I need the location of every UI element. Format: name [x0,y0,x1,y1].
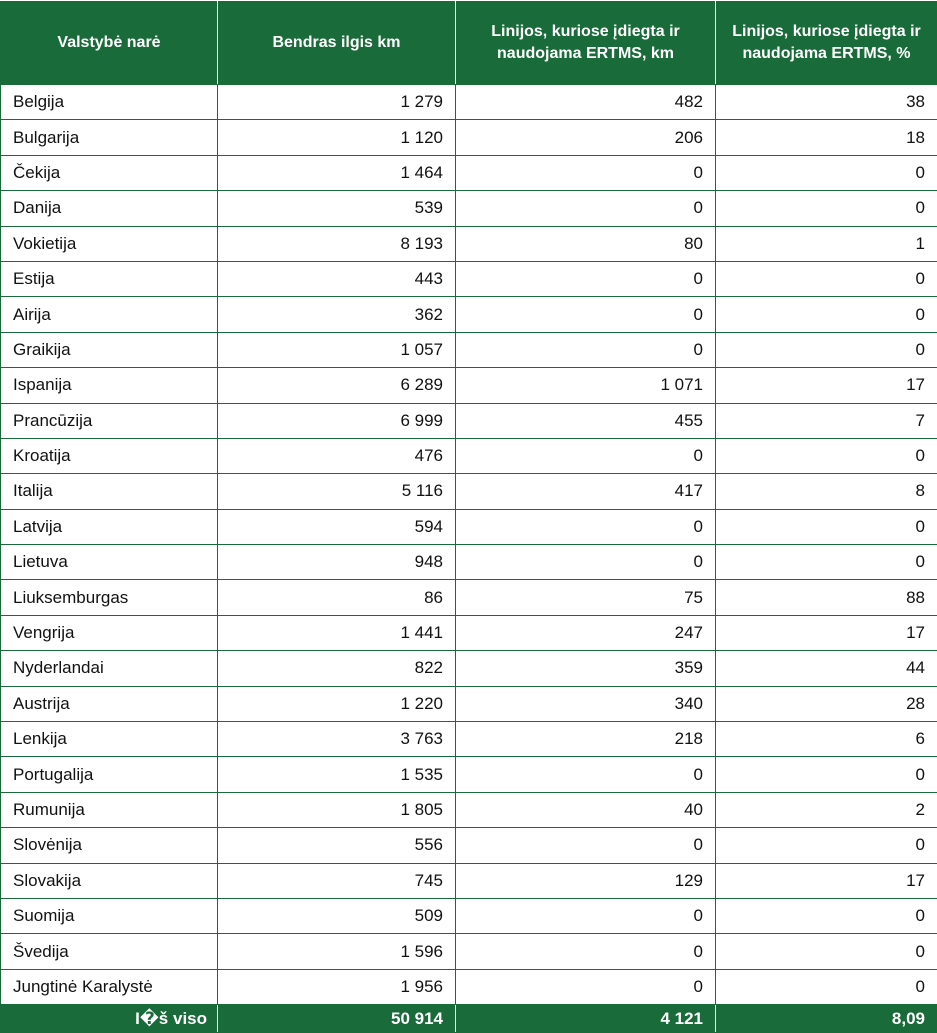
total-length-cell: 86 [218,580,456,615]
country-cell: Latvija [1,509,218,544]
table-row [1,792,937,827]
ertms-percent-cell: 0 [716,898,937,933]
table-row [1,580,937,615]
ertms-percent-cell: 0 [716,545,937,580]
ertms-km-cell: 80 [456,226,716,261]
total-length-cell: 443 [218,261,456,296]
ertms-percent-cell: 44 [716,651,937,686]
table-row [1,863,937,898]
ertms-km-cell: 1 071 [456,368,716,403]
table-row [1,828,937,863]
total-length-cell: 1 120 [218,120,456,155]
ertms-km-cell: 0 [456,509,716,544]
total-length-cell: 5 116 [218,474,456,509]
ertms-percent-cell: 17 [716,863,937,898]
total-length-cell: 362 [218,297,456,332]
table-row [1,474,937,509]
ertms-km-cell: 0 [456,155,716,190]
total-length-cell: 3 763 [218,722,456,757]
table-row [1,898,937,933]
ertms-km-cell: 340 [456,686,716,721]
ertms-km-cell: 0 [456,898,716,933]
ertms-percent-cell: 17 [716,368,937,403]
country-cell: Liuksemburgas [1,580,218,615]
ertms-percent-cell: 0 [716,155,937,190]
country-cell: Ispanija [1,368,218,403]
ertms-km-cell: 455 [456,403,716,438]
total-label: I�š viso [1,1005,218,1033]
country-cell: Danija [1,191,218,226]
total-length-cell: 556 [218,828,456,863]
total-length-cell: 6 289 [218,368,456,403]
country-cell: Estija [1,261,218,296]
ertms-km-cell: 75 [456,580,716,615]
table-row [1,332,937,367]
ertms-percent-cell: 0 [716,828,937,863]
ertms-percent-cell: 88 [716,580,937,615]
total-length-cell: 1 596 [218,934,456,969]
total-length-cell: 539 [218,191,456,226]
country-cell: Čekija [1,155,218,190]
ertms-percent-cell: 0 [716,934,937,969]
ertms-percent-cell: 28 [716,686,937,721]
country-cell: Vokietija [1,226,218,261]
ertms-km-cell: 0 [456,297,716,332]
table-row [1,722,937,757]
total-length-cell: 509 [218,898,456,933]
ertms-km-cell: 40 [456,792,716,827]
country-cell: Rumunija [1,792,218,827]
country-cell: Belgija [1,85,218,120]
ertms-km-cell: 0 [456,828,716,863]
total-length: 50 914 [218,1005,456,1033]
total-length-cell: 745 [218,863,456,898]
country-cell: Vengrija [1,615,218,650]
total-length-cell: 476 [218,438,456,473]
table-row [1,120,937,155]
table-row [1,85,937,120]
country-cell: Prancūzija [1,403,218,438]
ertms-km-cell: 359 [456,651,716,686]
total-ertms-km: 4 121 [456,1005,716,1033]
ertms-percent-cell: 1 [716,226,937,261]
header-ertms-km: Linijos, kuriose įdiegta ir naudojama ERTMS, km [456,1,716,85]
country-cell: Jungtinė Karalystė [1,969,218,1004]
total-length-cell: 1 956 [218,969,456,1004]
country-cell: Graikija [1,332,218,367]
ertms-percent-cell: 0 [716,191,937,226]
total-length-cell: 594 [218,509,456,544]
country-cell: Nyderlandai [1,651,218,686]
ertms-km-cell: 0 [456,261,716,296]
table-row [1,509,937,544]
ertms-percent-cell: 2 [716,792,937,827]
ertms-percent-cell: 0 [716,757,937,792]
total-length-cell: 1 441 [218,615,456,650]
total-row [1,1005,937,1033]
ertms-km-cell: 206 [456,120,716,155]
ertms-percent-cell: 8 [716,474,937,509]
total-length-cell: 1 535 [218,757,456,792]
total-length-cell: 6 999 [218,403,456,438]
total-length-cell: 948 [218,545,456,580]
total-length-cell: 1 464 [218,155,456,190]
country-cell: Austrija [1,686,218,721]
ertms-percent-cell: 0 [716,261,937,296]
country-cell: Airija [1,297,218,332]
ertms-percent-cell: 0 [716,332,937,367]
total-ertms-percent: 8,09 [716,1005,937,1033]
ertms-km-cell: 0 [456,545,716,580]
total-length-cell: 1 057 [218,332,456,367]
total-length-cell: 822 [218,651,456,686]
country-cell: Slovakija [1,863,218,898]
ertms-km-cell: 129 [456,863,716,898]
ertms-km-cell: 0 [456,757,716,792]
ertms-km-cell: 0 [456,191,716,226]
table-row [1,615,937,650]
ertms-km-cell: 482 [456,85,716,120]
ertms-percent-cell: 0 [716,509,937,544]
country-cell: Italija [1,474,218,509]
ertms-km-cell: 247 [456,615,716,650]
country-cell: Slovėnija [1,828,218,863]
ertms-km-cell: 0 [456,934,716,969]
table-row [1,226,937,261]
country-cell: Švedija [1,934,218,969]
total-length-cell: 1 805 [218,792,456,827]
table-row [1,297,937,332]
ertms-percent-cell: 18 [716,120,937,155]
header-total-length: Bendras ilgis km [218,1,456,85]
ertms-km-cell: 0 [456,438,716,473]
ertms-percent-cell: 0 [716,297,937,332]
table-row [1,757,937,792]
ertms-km-cell: 0 [456,332,716,367]
ertms-km-cell: 417 [456,474,716,509]
country-cell: Lietuva [1,545,218,580]
country-cell: Lenkija [1,722,218,757]
ertms-percent-cell: 7 [716,403,937,438]
table-row [1,545,937,580]
table-row [1,651,937,686]
table-row [1,686,937,721]
country-cell: Kroatija [1,438,218,473]
country-cell: Bulgarija [1,120,218,155]
ertms-percent-cell: 17 [716,615,937,650]
header-country: Valstybė narė [1,1,218,85]
total-length-cell: 8 193 [218,226,456,261]
ertms-km-cell: 218 [456,722,716,757]
total-length-cell: 1 279 [218,85,456,120]
table-row [1,934,937,969]
ertms-percent-cell: 0 [716,969,937,1004]
country-cell: Portugalija [1,757,218,792]
table-row [1,969,937,1004]
ertms-km-cell: 0 [456,969,716,1004]
header-row [1,1,937,85]
table-row [1,438,937,473]
table-row [1,403,937,438]
table-row [1,191,937,226]
table-row [1,155,937,190]
total-length-cell: 1 220 [218,686,456,721]
table-row [1,261,937,296]
country-cell: Suomija [1,898,218,933]
ertms-percent-cell: 38 [716,85,937,120]
ertms-percent-cell: 6 [716,722,937,757]
table-row [1,368,937,403]
ertms-percent-cell: 0 [716,438,937,473]
header-ertms-percent: Linijos, kuriose įdiegta ir naudojama ERTMS, % [716,1,937,85]
